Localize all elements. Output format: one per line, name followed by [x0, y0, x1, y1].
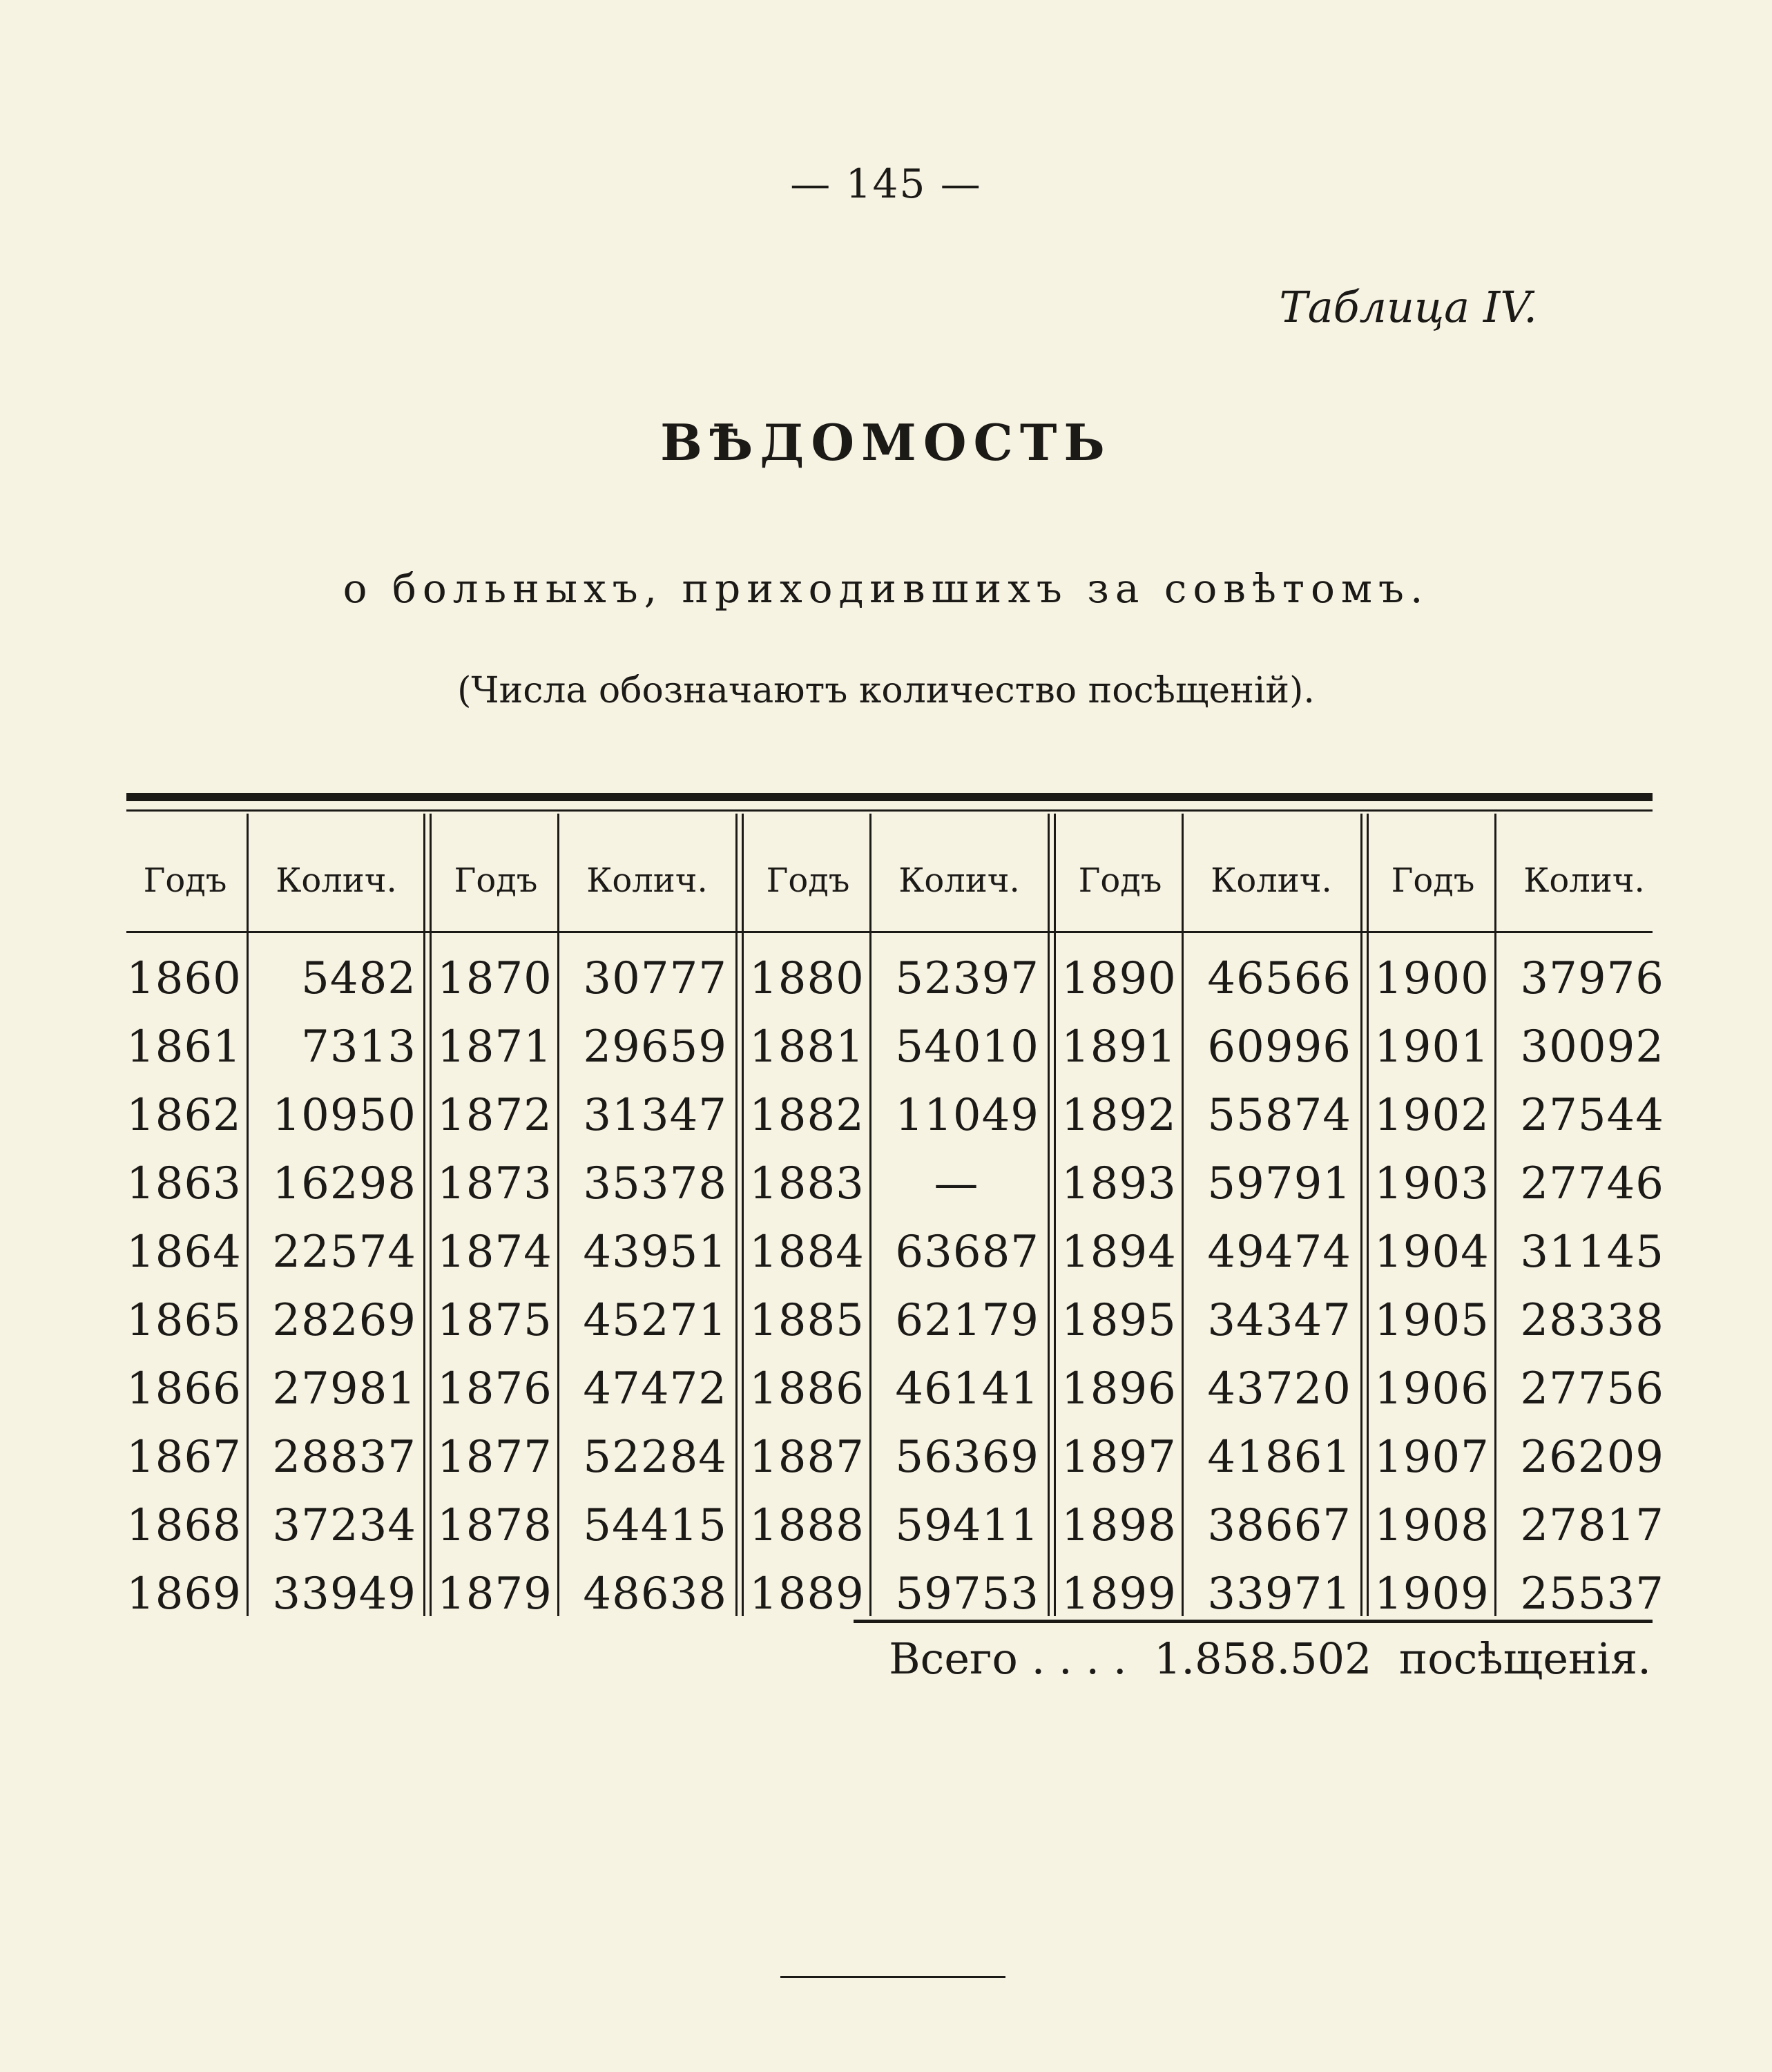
year-cell: 1884 — [749, 1227, 865, 1278]
block-separator — [430, 814, 432, 1616]
year-cell: 1891 — [1061, 1021, 1177, 1073]
count-cell: 27544 — [1520, 1090, 1664, 1141]
document-title: ВѢДОМОСТЬ — [660, 413, 1112, 472]
count-cell: 56369 — [895, 1432, 1039, 1483]
table-header-rule — [126, 931, 1653, 933]
year-cell: 1896 — [1061, 1363, 1177, 1414]
count-cell: 27817 — [1520, 1500, 1664, 1551]
header-year-2: Годъ — [454, 861, 538, 900]
year-cell: 1872 — [437, 1090, 552, 1141]
count-cell: 60996 — [1207, 1021, 1351, 1073]
header-count-1: Колич. — [276, 861, 397, 900]
year-cell: 1904 — [1374, 1227, 1490, 1278]
count-cell: 31145 — [1520, 1227, 1664, 1278]
count-cell: 59411 — [895, 1500, 1039, 1551]
header-year-4: Годъ — [1078, 861, 1162, 900]
year-cell: 1887 — [749, 1432, 865, 1483]
count-cell: 38667 — [1207, 1500, 1351, 1551]
count-cell: 28837 — [272, 1432, 416, 1483]
count-cell: 54415 — [583, 1500, 727, 1551]
count-cell: 29659 — [583, 1021, 727, 1073]
header-year-3: Годъ — [766, 861, 850, 900]
count-cell: 55874 — [1207, 1090, 1351, 1141]
count-cell: 49474 — [1207, 1227, 1351, 1278]
count-cell: 27981 — [272, 1363, 416, 1414]
count-cell: 52284 — [583, 1432, 727, 1483]
column-separator — [557, 814, 559, 1616]
year-cell: 1906 — [1374, 1363, 1490, 1414]
year-cell: 1894 — [1061, 1227, 1177, 1278]
header-year-1: Годъ — [143, 861, 227, 900]
count-cell: 25537 — [1520, 1569, 1664, 1620]
year-cell: 1881 — [749, 1021, 865, 1073]
count-cell: 63687 — [895, 1227, 1039, 1278]
count-cell: 26209 — [1520, 1432, 1664, 1483]
count-cell: 43720 — [1207, 1363, 1351, 1414]
block-separator — [1367, 814, 1369, 1616]
year-cell: 1880 — [749, 953, 865, 1004]
total-unit: посѣщенія. — [1398, 1633, 1651, 1684]
year-cell: 1867 — [126, 1432, 242, 1483]
block-separator — [735, 814, 738, 1616]
count-cell: 35378 — [583, 1158, 727, 1209]
count-cell: 43951 — [583, 1227, 727, 1278]
year-cell: 1875 — [437, 1295, 552, 1346]
count-cell: 27746 — [1520, 1158, 1664, 1209]
header-count-3: Колич. — [898, 861, 1020, 900]
count-cell: 16298 — [272, 1158, 416, 1209]
year-cell: 1893 — [1061, 1158, 1177, 1209]
count-cell: 30777 — [583, 953, 727, 1004]
count-cell: 45271 — [583, 1295, 727, 1346]
year-cell: 1860 — [126, 953, 242, 1004]
year-cell: 1865 — [126, 1295, 242, 1346]
total-label: Всего . . . . — [889, 1633, 1127, 1684]
year-cell: 1876 — [437, 1363, 552, 1414]
header-count-4: Колич. — [1211, 861, 1332, 900]
count-cell: 62179 — [895, 1295, 1039, 1346]
count-cell: 30092 — [1520, 1021, 1664, 1073]
year-cell: 1890 — [1061, 953, 1177, 1004]
year-cell: 1866 — [126, 1363, 242, 1414]
page-number: — 145 — — [790, 160, 982, 207]
count-cell: 22574 — [272, 1227, 416, 1278]
count-cell: 37976 — [1520, 953, 1664, 1004]
year-cell: 1869 — [126, 1569, 242, 1620]
count-cell: 7313 — [301, 1021, 416, 1073]
count-cell: 52397 — [895, 953, 1039, 1004]
document-note: (Числа обозначаютъ количество посѣщеній). — [457, 670, 1315, 711]
count-cell: 48638 — [583, 1569, 727, 1620]
count-cell: 59791 — [1207, 1158, 1351, 1209]
year-cell: 1901 — [1374, 1021, 1490, 1073]
count-cell: 59753 — [895, 1569, 1039, 1620]
year-cell: 1897 — [1061, 1432, 1177, 1483]
count-cell: 33949 — [272, 1569, 416, 1620]
year-cell: 1873 — [437, 1158, 552, 1209]
year-cell: 1909 — [1374, 1569, 1490, 1620]
block-separator — [1048, 814, 1050, 1616]
count-cell: 46566 — [1207, 953, 1351, 1004]
year-cell: 1900 — [1374, 953, 1490, 1004]
column-separator — [869, 814, 871, 1616]
year-cell: 1888 — [749, 1500, 865, 1551]
year-cell: 1874 — [437, 1227, 552, 1278]
count-cell: 54010 — [895, 1021, 1039, 1073]
year-cell: 1879 — [437, 1569, 552, 1620]
count-cell: 33971 — [1207, 1569, 1351, 1620]
count-cell: 34347 — [1207, 1295, 1351, 1346]
year-cell: 1885 — [749, 1295, 865, 1346]
year-cell: 1870 — [437, 953, 552, 1004]
document-subtitle: о больныхъ, приходившихъ за совѣтомъ. — [343, 565, 1429, 612]
year-cell: 1905 — [1374, 1295, 1490, 1346]
year-cell: 1877 — [437, 1432, 552, 1483]
column-separator — [1494, 814, 1496, 1616]
year-cell: 1861 — [126, 1021, 242, 1073]
year-cell: 1883 — [749, 1158, 865, 1209]
header-count-5: Колич. — [1523, 861, 1645, 900]
count-cell: 28269 — [272, 1295, 416, 1346]
column-separator — [247, 814, 249, 1616]
table-top-thick-rule — [126, 793, 1653, 801]
count-cell: 41861 — [1207, 1432, 1351, 1483]
year-cell: 1863 — [126, 1158, 242, 1209]
table-top-thin-rule — [126, 809, 1653, 812]
year-cell: 1868 — [126, 1500, 242, 1551]
year-cell: 1871 — [437, 1021, 552, 1073]
count-cell: — — [934, 1158, 979, 1209]
block-separator — [1054, 814, 1056, 1616]
year-cell: 1908 — [1374, 1500, 1490, 1551]
block-separator — [1360, 814, 1362, 1616]
total-line — [889, 1633, 1651, 1684]
year-cell: 1902 — [1374, 1090, 1490, 1141]
block-separator — [742, 814, 744, 1616]
footer-rule — [780, 1976, 1005, 1978]
count-cell: 47472 — [583, 1363, 727, 1414]
year-cell: 1892 — [1061, 1090, 1177, 1141]
block-separator — [423, 814, 425, 1616]
year-cell: 1907 — [1374, 1432, 1490, 1483]
year-cell: 1864 — [126, 1227, 242, 1278]
column-separator — [1182, 814, 1184, 1616]
year-cell: 1886 — [749, 1363, 865, 1414]
year-cell: 1862 — [126, 1090, 242, 1141]
year-cell: 1899 — [1061, 1569, 1177, 1620]
table-bottom-rule — [854, 1620, 1653, 1623]
year-cell: 1878 — [437, 1500, 552, 1551]
count-cell: 46141 — [895, 1363, 1039, 1414]
header-year-5: Годъ — [1391, 861, 1475, 900]
year-cell: 1895 — [1061, 1295, 1177, 1346]
year-cell: 1903 — [1374, 1158, 1490, 1209]
count-cell: 31347 — [583, 1090, 727, 1141]
count-cell: 27756 — [1520, 1363, 1664, 1414]
header-count-2: Колич. — [586, 861, 708, 900]
year-cell: 1889 — [749, 1569, 865, 1620]
count-cell: 37234 — [272, 1500, 416, 1551]
count-cell: 11049 — [895, 1090, 1039, 1141]
count-cell: 28338 — [1520, 1295, 1664, 1346]
count-cell: 10950 — [272, 1090, 416, 1141]
year-cell: 1882 — [749, 1090, 865, 1141]
count-cell: 5482 — [301, 953, 416, 1004]
table-label: Таблица IV. — [1279, 282, 1537, 332]
year-cell: 1898 — [1061, 1500, 1177, 1551]
total-value: 1.858.502 — [1153, 1633, 1372, 1684]
